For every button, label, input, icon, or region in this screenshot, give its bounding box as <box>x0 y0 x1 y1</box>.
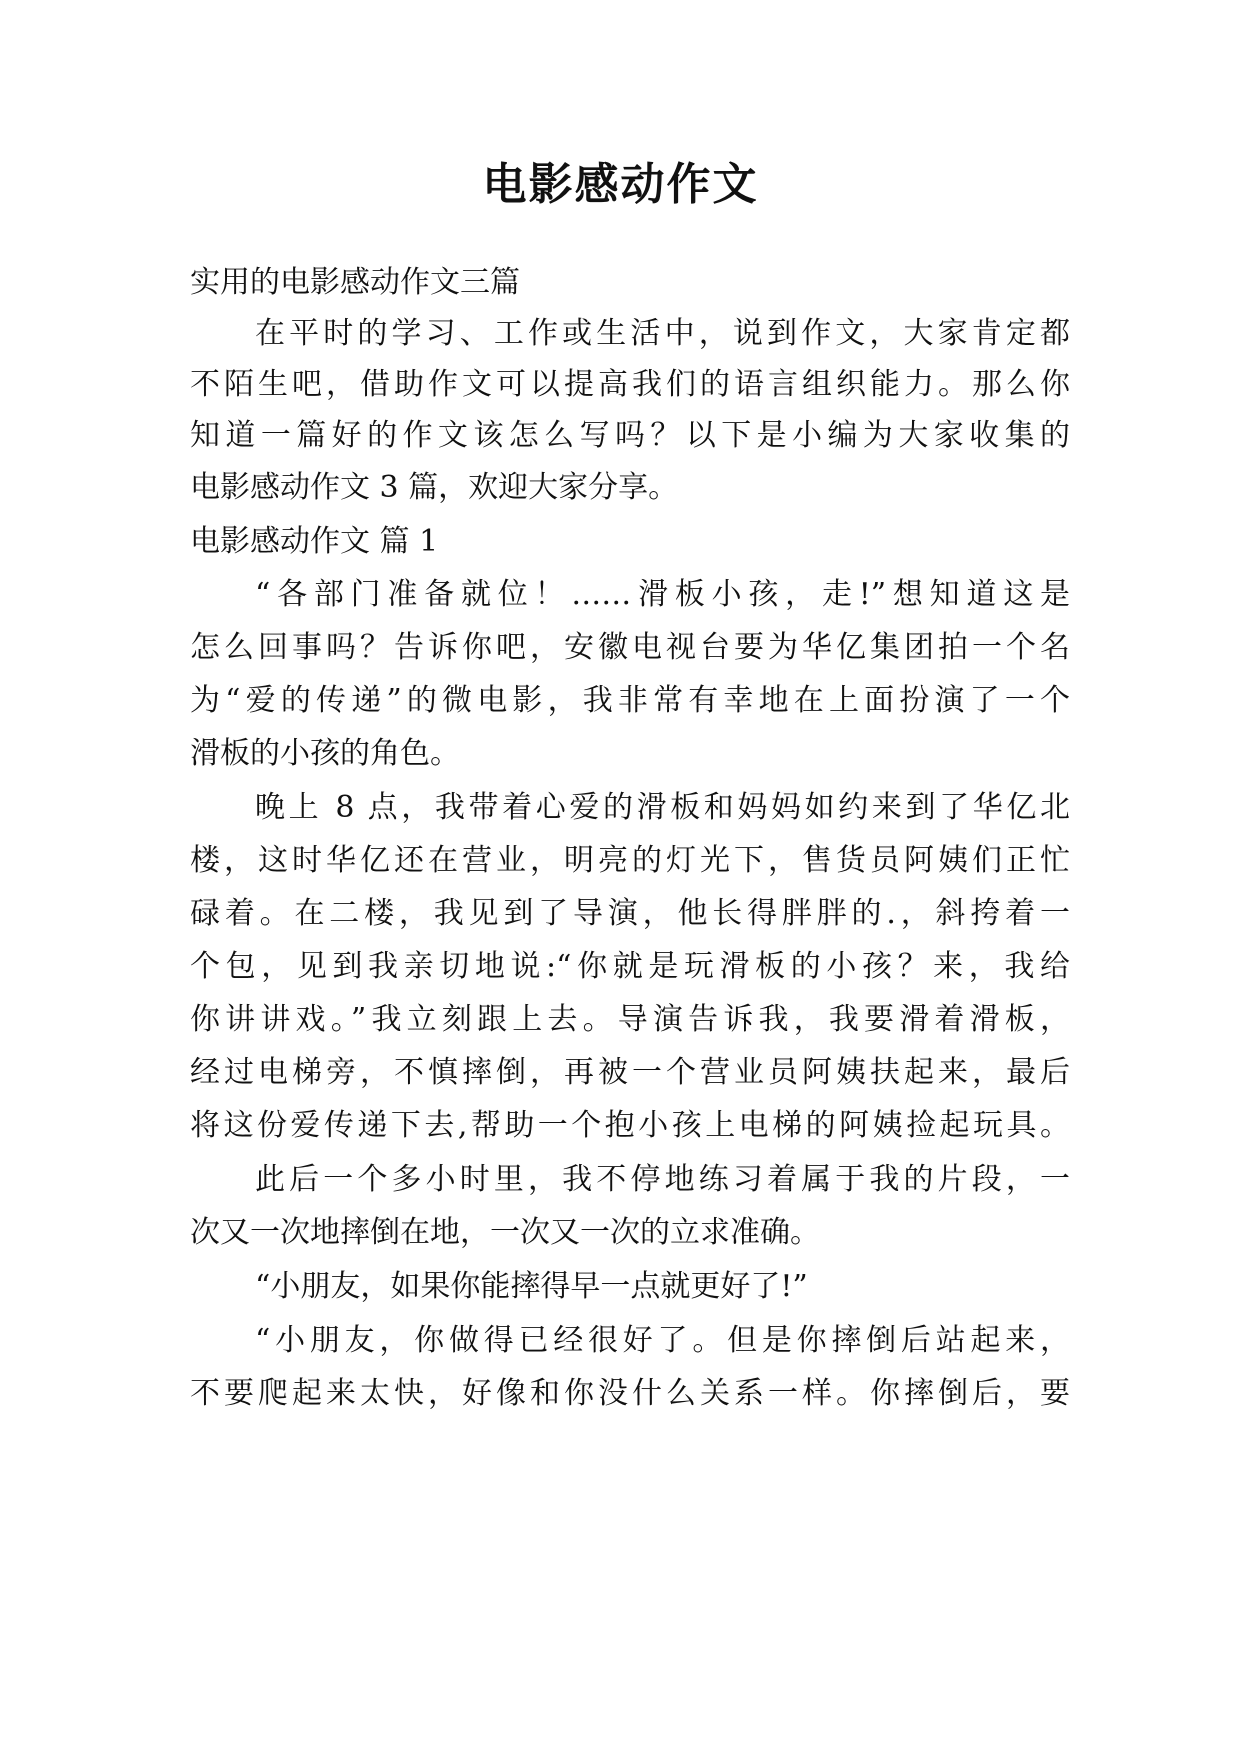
paragraph-line: 此后一个多小时里，我不停地练习着属于我的片段，一 <box>255 1162 1070 1197</box>
subtitle-line: 实用的电影感动作文三篇 <box>190 265 520 300</box>
paragraph-line: 晚上 8 点，我带着心爱的滑板和妈妈如约来到了华亿北 <box>255 790 1070 825</box>
document-title: 电影感动作文 <box>482 159 759 210</box>
paragraph-line: 滑板的小孩的角色。 <box>190 736 460 771</box>
paragraph-line: 为“爱的传递”的微电影，我非常有幸地在上面扮演了一个 <box>190 683 1070 718</box>
paragraph-line: 经过电梯旁，不慎摔倒，再被一个营业员阿姨扶起来，最后 <box>190 1055 1070 1090</box>
paragraph-line: 在平时的学习、工作或生活中，说到作文，大家肯定都 <box>255 316 1070 351</box>
paragraph-line: 怎么回事吗？告诉你吧，安徽电视台要为华亿集团拍一个名 <box>190 630 1070 665</box>
paragraph-line: 你讲讲戏。”我立刻跟上去。导演告诉我，我要滑着滑板， <box>190 1002 1070 1037</box>
paragraph-line: 将这份爱传递下去,帮助一个抱小孩上电梯的阿姨捡起玩具。 <box>190 1108 1070 1143</box>
dialogue-line: “小朋友，你做得已经很好了。但是你摔倒后站起来， <box>255 1323 1070 1358</box>
paragraph-line: 电影感动作文 3 篇，欢迎大家分享。 <box>190 470 679 505</box>
paragraph-line: 碌着。在二楼，我见到了导演，他长得胖胖的.，斜挎着一 <box>190 896 1070 931</box>
paragraph-line: 楼，这时华亿还在营业，明亮的灯光下，售货员阿姨们正忙 <box>190 843 1070 878</box>
paragraph-line: 不陌生吧，借助作文可以提高我们的语言组织能力。那么你 <box>190 367 1070 402</box>
paragraph-line: 知道一篇好的作文该怎么写吗？以下是小编为大家收集的 <box>190 418 1070 453</box>
paragraph-line: 次又一次地摔倒在地，一次又一次的立求准确。 <box>190 1215 820 1250</box>
section-heading: 电影感动作文 篇 1 <box>190 524 439 559</box>
dialogue-line: “小朋友，如果你能摔得早一点就更好了!” <box>255 1269 808 1304</box>
paragraph-line: 不要爬起来太快，好像和你没什么关系一样。你摔倒后，要 <box>190 1376 1070 1411</box>
paragraph-line: 个包，见到我亲切地说:“你就是玩滑板的小孩？来，我给 <box>190 949 1070 984</box>
paragraph-line: “各部门准备就位！……滑板小孩，走!”想知道这是 <box>255 577 1070 612</box>
